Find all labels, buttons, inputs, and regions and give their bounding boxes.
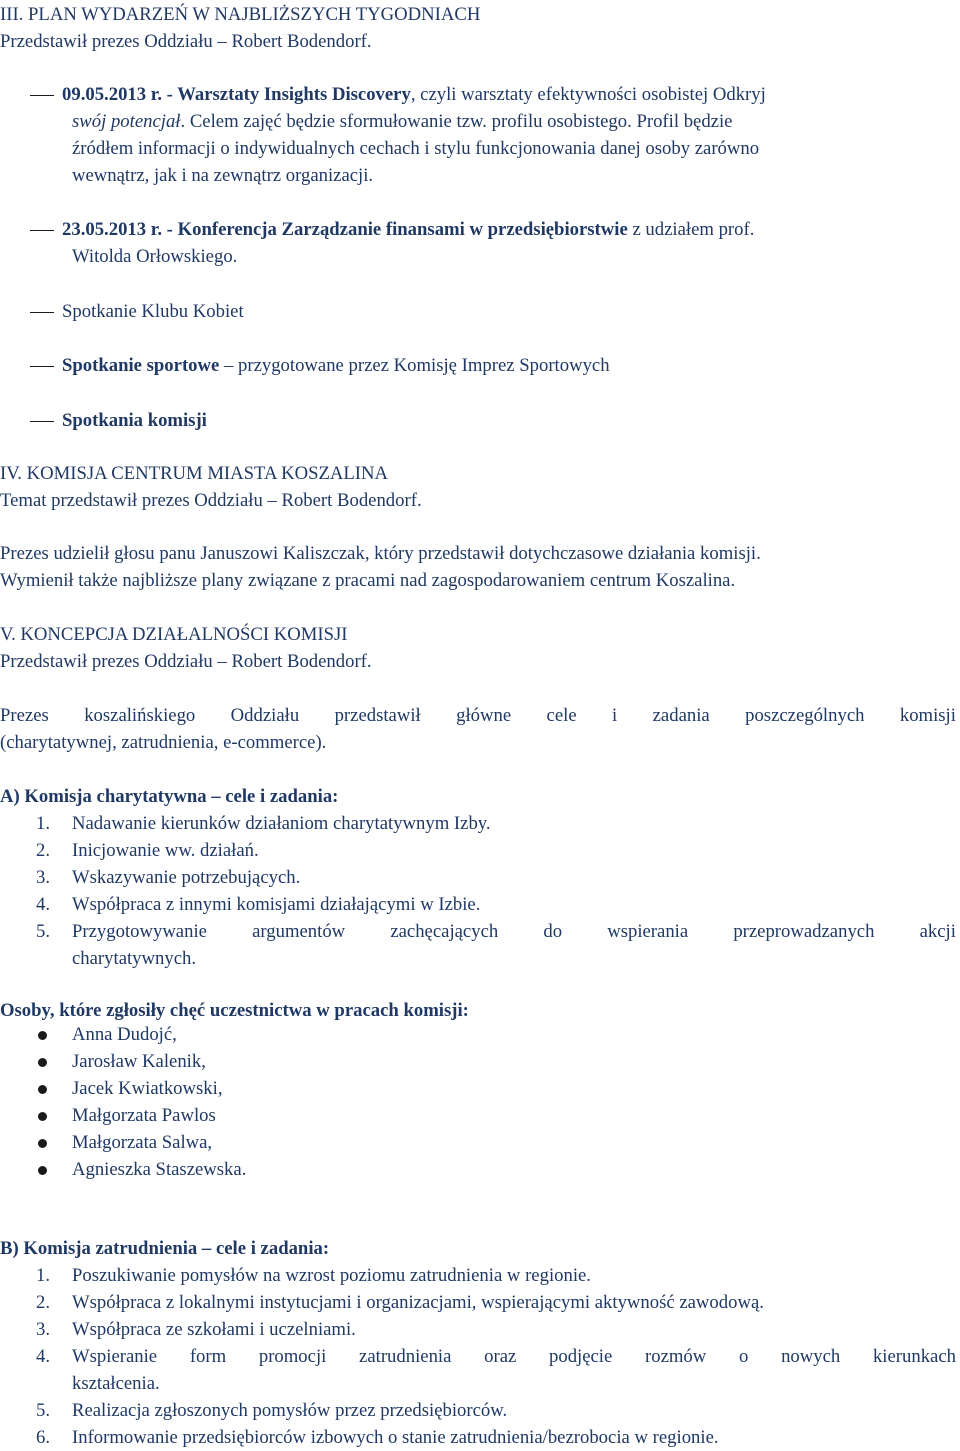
justified-word: zadania (652, 705, 710, 726)
justified-word: Wspieranie (72, 1346, 158, 1367)
participant-name: Jacek Kwiatkowski, (72, 1078, 223, 1099)
participant-name: Agnieszka Staszewska. (72, 1159, 247, 1180)
justified-word: cele (546, 705, 577, 726)
event-4 (0, 352, 610, 379)
commission-b-item (72, 1343, 956, 1370)
section-iii-heading: III. PLAN WYDARZEŃ W NAJBLIŻSZYCH TYGODNIACH (0, 4, 481, 25)
justified-word: przedstawił (334, 705, 421, 726)
commission-b-item: Informowanie przedsiębiorców izbowych o stanie zatrudnienia/bezrobocia w regionie. (72, 1427, 719, 1448)
event-1-line3: źródłem informacji o indywidualnych cechach i stylu funkcjonowania danej osoby zarówno (72, 138, 760, 159)
section-iv-presenter: Temat przedstawił prezes Oddziału – Robert Bodendorf. (0, 490, 422, 511)
justified-word: oraz (484, 1346, 517, 1367)
commission-a-item-number: 4. (36, 894, 51, 915)
justified-word: nowych (781, 1346, 841, 1367)
justified-word: o (739, 1346, 749, 1367)
justified-word: główne (456, 705, 512, 726)
bullet-icon (38, 1085, 47, 1094)
commission-b-item-continuation: kształcenia. (72, 1373, 160, 1394)
commission-b-item: Realizacja zgłoszonych pomysłów przez przedsiębiorców. (72, 1400, 508, 1421)
justified-word: zatrudnienia (359, 1346, 452, 1367)
event-1-line2 (72, 108, 732, 135)
bullet-icon (38, 1112, 47, 1121)
event-1-text: , czyli warsztaty efektywności osobistej Odkryj (410, 84, 766, 105)
commission-a-item-number: 5. (36, 921, 51, 942)
justified-word: komisji (899, 705, 956, 726)
section-v-paragraph-1 (0, 702, 956, 729)
event-5 (0, 407, 207, 434)
commission-a-heading: A) Komisja charytatywna – cele i zadania: (0, 786, 339, 807)
event-3 (0, 298, 244, 325)
justified-word: przeprowadzanych (733, 921, 875, 942)
commission-a-item-continuation: charytatywnych. (72, 948, 197, 969)
commission-a-item-number: 3. (36, 867, 51, 888)
event-2-title: 23.05.2013 r. - Konferencja Zarządzanie finansami w przedsiębiorstwie (62, 219, 628, 240)
dash-marker (0, 308, 62, 318)
event-2-text: z udziałem prof. (627, 219, 755, 240)
justified-word: Prezes (0, 705, 49, 726)
commission-b-item-number: 5. (36, 1400, 51, 1421)
justified-word: wspierania (607, 921, 689, 942)
event-2 (0, 216, 754, 243)
event-1-line4: wewnątrz, jak i na zewnątrz organizacji. (72, 165, 374, 186)
section-iii-presenter: Przedstawił prezes Oddziału – Robert Bodendorf. (0, 31, 372, 52)
dash-marker (0, 91, 62, 101)
section-iv-paragraph-1: Prezes udzielił głosu panu Januszowi Kaliszczak, który przedstawił dotychczasowe działania komisji. (0, 543, 761, 564)
section-iv-heading: IV. KOMISJA CENTRUM MIASTA KOSZALINA (0, 463, 389, 484)
commission-b-item-number: 1. (36, 1265, 51, 1286)
bullet-icon (38, 1139, 47, 1148)
justified-word: podjęcie (549, 1346, 613, 1367)
section-v-paragraph-2: (charytatywnej, zatrudnienia, e-commerce). (0, 732, 327, 753)
justified-word: Przygotowywanie (72, 921, 207, 942)
justified-word: poszczególnych (745, 705, 865, 726)
participants-heading: Osoby, które zgłosiły chęć uczestnictwa w pracach komisji: (0, 1000, 469, 1021)
commission-b-item-number: 2. (36, 1292, 51, 1313)
bullet-icon (38, 1031, 47, 1040)
commission-a-item (72, 918, 956, 945)
commission-b-item: Poszukiwanie pomysłów na wzrost poziomu zatrudnienia w regionie. (72, 1265, 591, 1286)
bullet-icon (38, 1058, 47, 1067)
event-4-text: – przygotowane przez Komisję Imprez Sportowych (219, 355, 610, 376)
participant-name: Małgorzata Pawlos (72, 1105, 216, 1126)
event-3-text: Spotkanie Klubu Kobiet (62, 301, 244, 322)
bullet-icon (38, 1166, 47, 1175)
justified-word: koszalińskiego (84, 705, 196, 726)
event-1-title: 09.05.2013 r. - Warsztaty Insights Discovery (62, 84, 411, 105)
commission-b-heading: B) Komisja zatrudnienia – cele i zadania: (0, 1238, 330, 1259)
justified-word: kierunkach (872, 1346, 956, 1367)
commission-a-item: Nadawanie kierunków działaniom charytatywnym Izby. (72, 813, 491, 834)
justified-word: i (612, 705, 618, 726)
commission-a-item-number: 2. (36, 840, 51, 861)
section-iv-paragraph-2: Wymienił także najbliższe plany związane z pracami nad zagospodarowaniem centrum Koszalina. (0, 570, 736, 591)
event-2-line2: Witolda Orłowskiego. (72, 246, 238, 267)
commission-a-item-number: 1. (36, 813, 51, 834)
event-1 (0, 81, 766, 108)
commission-b-item: Współpraca ze szkołami i uczelniami. (72, 1319, 356, 1340)
participant-name: Anna Dudojć, (72, 1024, 177, 1045)
commission-b-item-text (72, 1343, 956, 1370)
justified-word: zachęcających (390, 921, 499, 942)
event-5-title: Spotkania komisji (62, 410, 207, 431)
section-v-heading: V. KONCEPCJA DZIAŁALNOŚCI KOMISJI (0, 624, 348, 645)
justified-word: argumentów (252, 921, 346, 942)
commission-a-item: Inicjowanie ww. działań. (72, 840, 259, 861)
participant-name: Małgorzata Salwa, (72, 1132, 213, 1153)
justified-word: form (189, 1346, 227, 1367)
event-1-italic: swój potencjał (72, 111, 181, 132)
justified-word: akcji (919, 921, 956, 942)
commission-a-item: Wskazywanie potrzebujących. (72, 867, 301, 888)
justified-word: do (543, 921, 563, 942)
commission-b-item: Współpraca z lokalnymi instytucjami i organizacjami, wspierającymi aktywność zawodową. (72, 1292, 764, 1313)
dash-marker (0, 226, 62, 236)
section-v-presenter: Przedstawił prezes Oddziału – Robert Bodendorf. (0, 651, 372, 672)
dash-marker (0, 417, 62, 427)
dash-marker (0, 362, 62, 372)
commission-b-item-number: 3. (36, 1319, 51, 1340)
justified-word: promocji (258, 1346, 327, 1367)
commission-b-item-number: 4. (36, 1346, 51, 1367)
commission-b-item-number: 6. (36, 1427, 51, 1448)
section-v-paragraph-line1 (0, 702, 956, 729)
event-4-title: Spotkanie sportowe (62, 355, 220, 376)
justified-word: Oddziału (230, 705, 300, 726)
participant-name: Jarosław Kalenik, (72, 1051, 206, 1072)
justified-word: rozmów (645, 1346, 707, 1367)
commission-a-item-text (72, 918, 956, 945)
commission-a-item: Współpraca z innymi komisjami działającymi w Izbie. (72, 894, 481, 915)
event-1-text2: . Celem zajęć będzie sformułowanie tzw. profilu osobistego. Profil będzie (180, 111, 733, 132)
